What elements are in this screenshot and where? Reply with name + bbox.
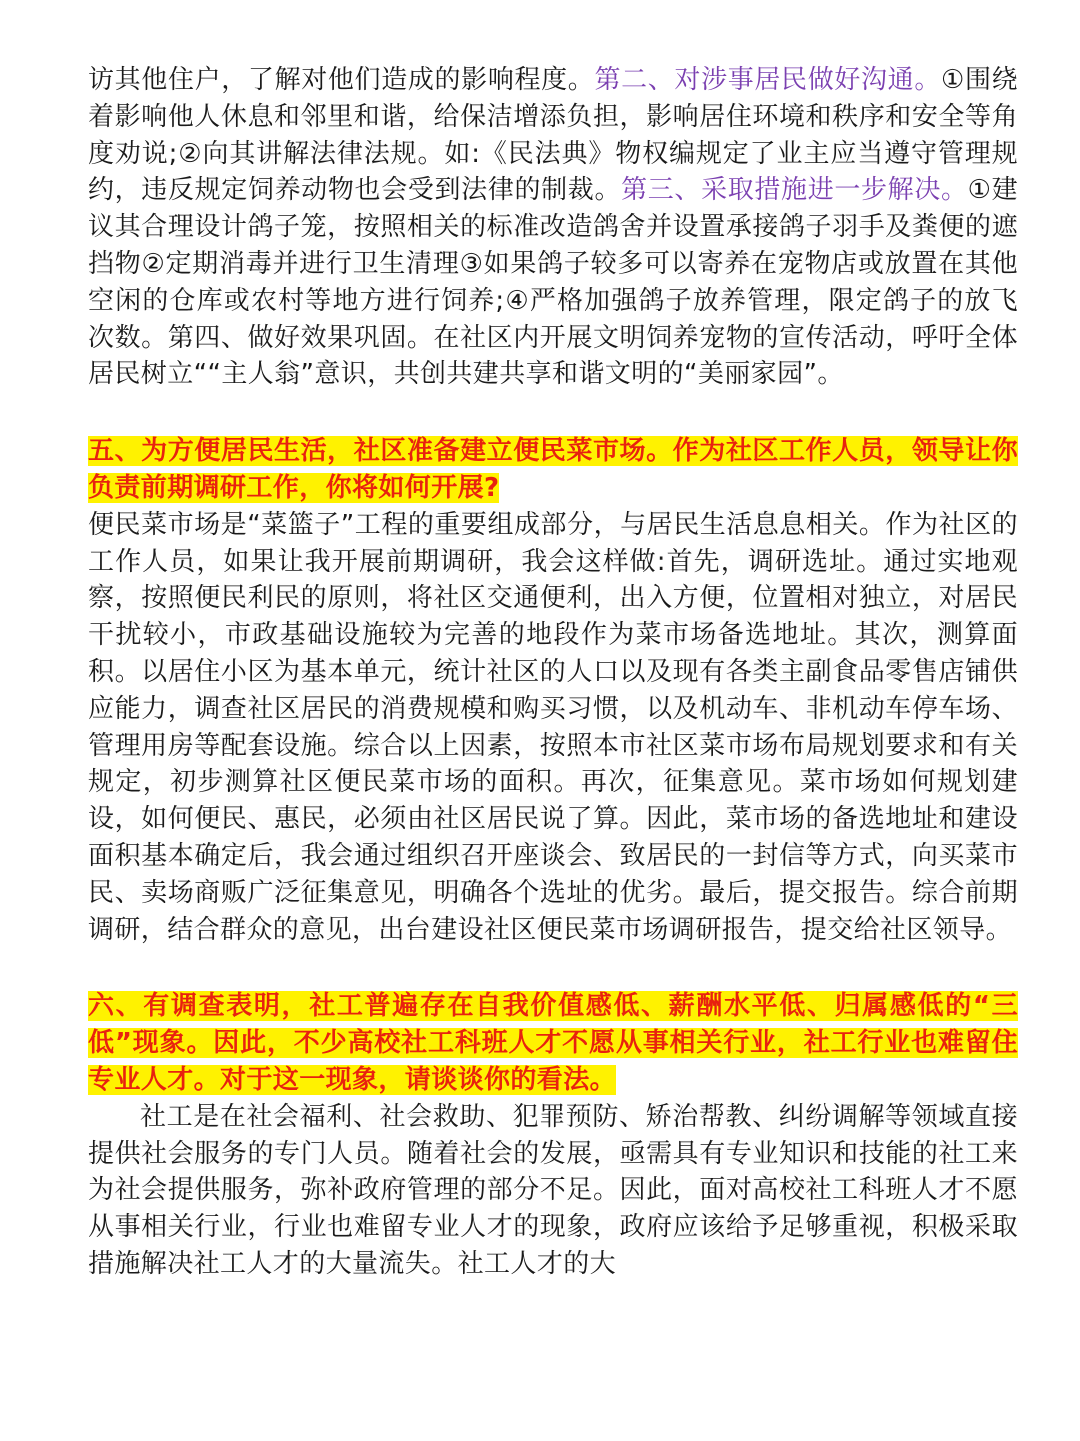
question-five-answer: 便民菜市场是“菜篮子”工程的重要组成部分，与居民生活息息相关。作为社区的工作人员，如果让我开展前期调研，我会这样做:首先，调研选址。通过实地观察，按照便民利民的原则，将社区交通便利，出入方便，位置相对独立，对居民干扰较小，市政基础设施较为完善的地段作为菜市场备选地址。其次，测算面积。以居住小区为基本单元，统计社区的人口以及现有各类主副食品零售店铺供应能力，调查社区居民的消费规模和购买习惯，以及机动车、非机动车停车场、管理用房等配套设施。综合以上因素，按照本市社区菜市场布局规划要求和有关规定，初步测算社区便民菜市场的面积。再次，征集意见。菜市场如何规划建设，如何便民、惠民，必须由社区居民说了算。因此，菜市场的备选地址和建设面积基本确定后，我会通过组织召开座谈会、致居民的一封信等方式，向买菜市民、卖场商贩广泛征集意见，明确各个选址的优劣。最后，提交报告。综合前期调研，结合群众的意见，出台建设社区便民菜市场调研报告，提交给社区领导。 xyxy=(88,509,1018,945)
question-five-title xyxy=(88,433,1018,507)
question-six-highlight: 六、有调查表明，社工普遍存在自我价值感低、薪酬水平低、归属感低的“三低”现象。因此，不少高校社工科班人才不愿从事相关行业，社工行业也难留住专业人才。对于这一现象，请谈谈你的看法。 xyxy=(88,991,1018,1095)
answer-text: ①建议其合理设计鸽子笼，按照相关的标准改造鸽舍并设置承接鸽子羽手及粪便的遮挡物②定期消毒并进行卫生清理③如果鸽子较多可以寄养在宠物店或放置在其他空闲的仓库或农村等地方进行饲养;④严格加强鸽子放养管理，限定鸽子的放飞次数。第四、做好效果巩固。在社区内开展文明饲养宠物的宣传活动，呼吁全体居民树立““主人翁”意识，共创共建共享和谐文明的“美丽家园”。 xyxy=(88,175,1019,390)
question-six-title xyxy=(88,988,1018,1098)
question-five-highlight: 五、为方便居民生活，社区准备建立便民菜市场。作为社区工作人员，领导让你负责前期调研工作，你将如何开展? xyxy=(88,436,1018,503)
question-six-answer: 社工是在社会福利、社会救助、犯罪预防、矫治帮教、纠纷调解等领域直接提供社会服务的专门人员。随着社会的发展，亟需具有专业知识和技能的社工来为社会提供服务，弥补政府管理的部分不足。因此，面对高校社工科班人才不愿从事相关行业，行业也难留专业人才的现象，政府应该给予足够重视，积极采取措施解决社工人才的大量流失。社工人才的大 xyxy=(88,1101,1018,1279)
step-heading-third: 第三、采取措施进一步解决。 xyxy=(621,175,968,206)
continued-answer-paragraph xyxy=(88,62,1018,393)
document-page xyxy=(88,62,1018,1283)
answer-text: ①围绕着影响他人休息和邻里和谐，给保洁增添负担，影响居住环境和秩序和安全等角度劝说;②向其讲解法律法规。如:《民法典》物权编规定了业主应当遵守管理规约，违反规定饲养动物也会受到法律的制裁。 xyxy=(88,65,1019,206)
answer-text: 访其他住户，了解对他们造成的影响程度。 xyxy=(88,65,595,95)
step-heading-second: 第二、对涉事居民做好沟通。 xyxy=(594,65,941,95)
